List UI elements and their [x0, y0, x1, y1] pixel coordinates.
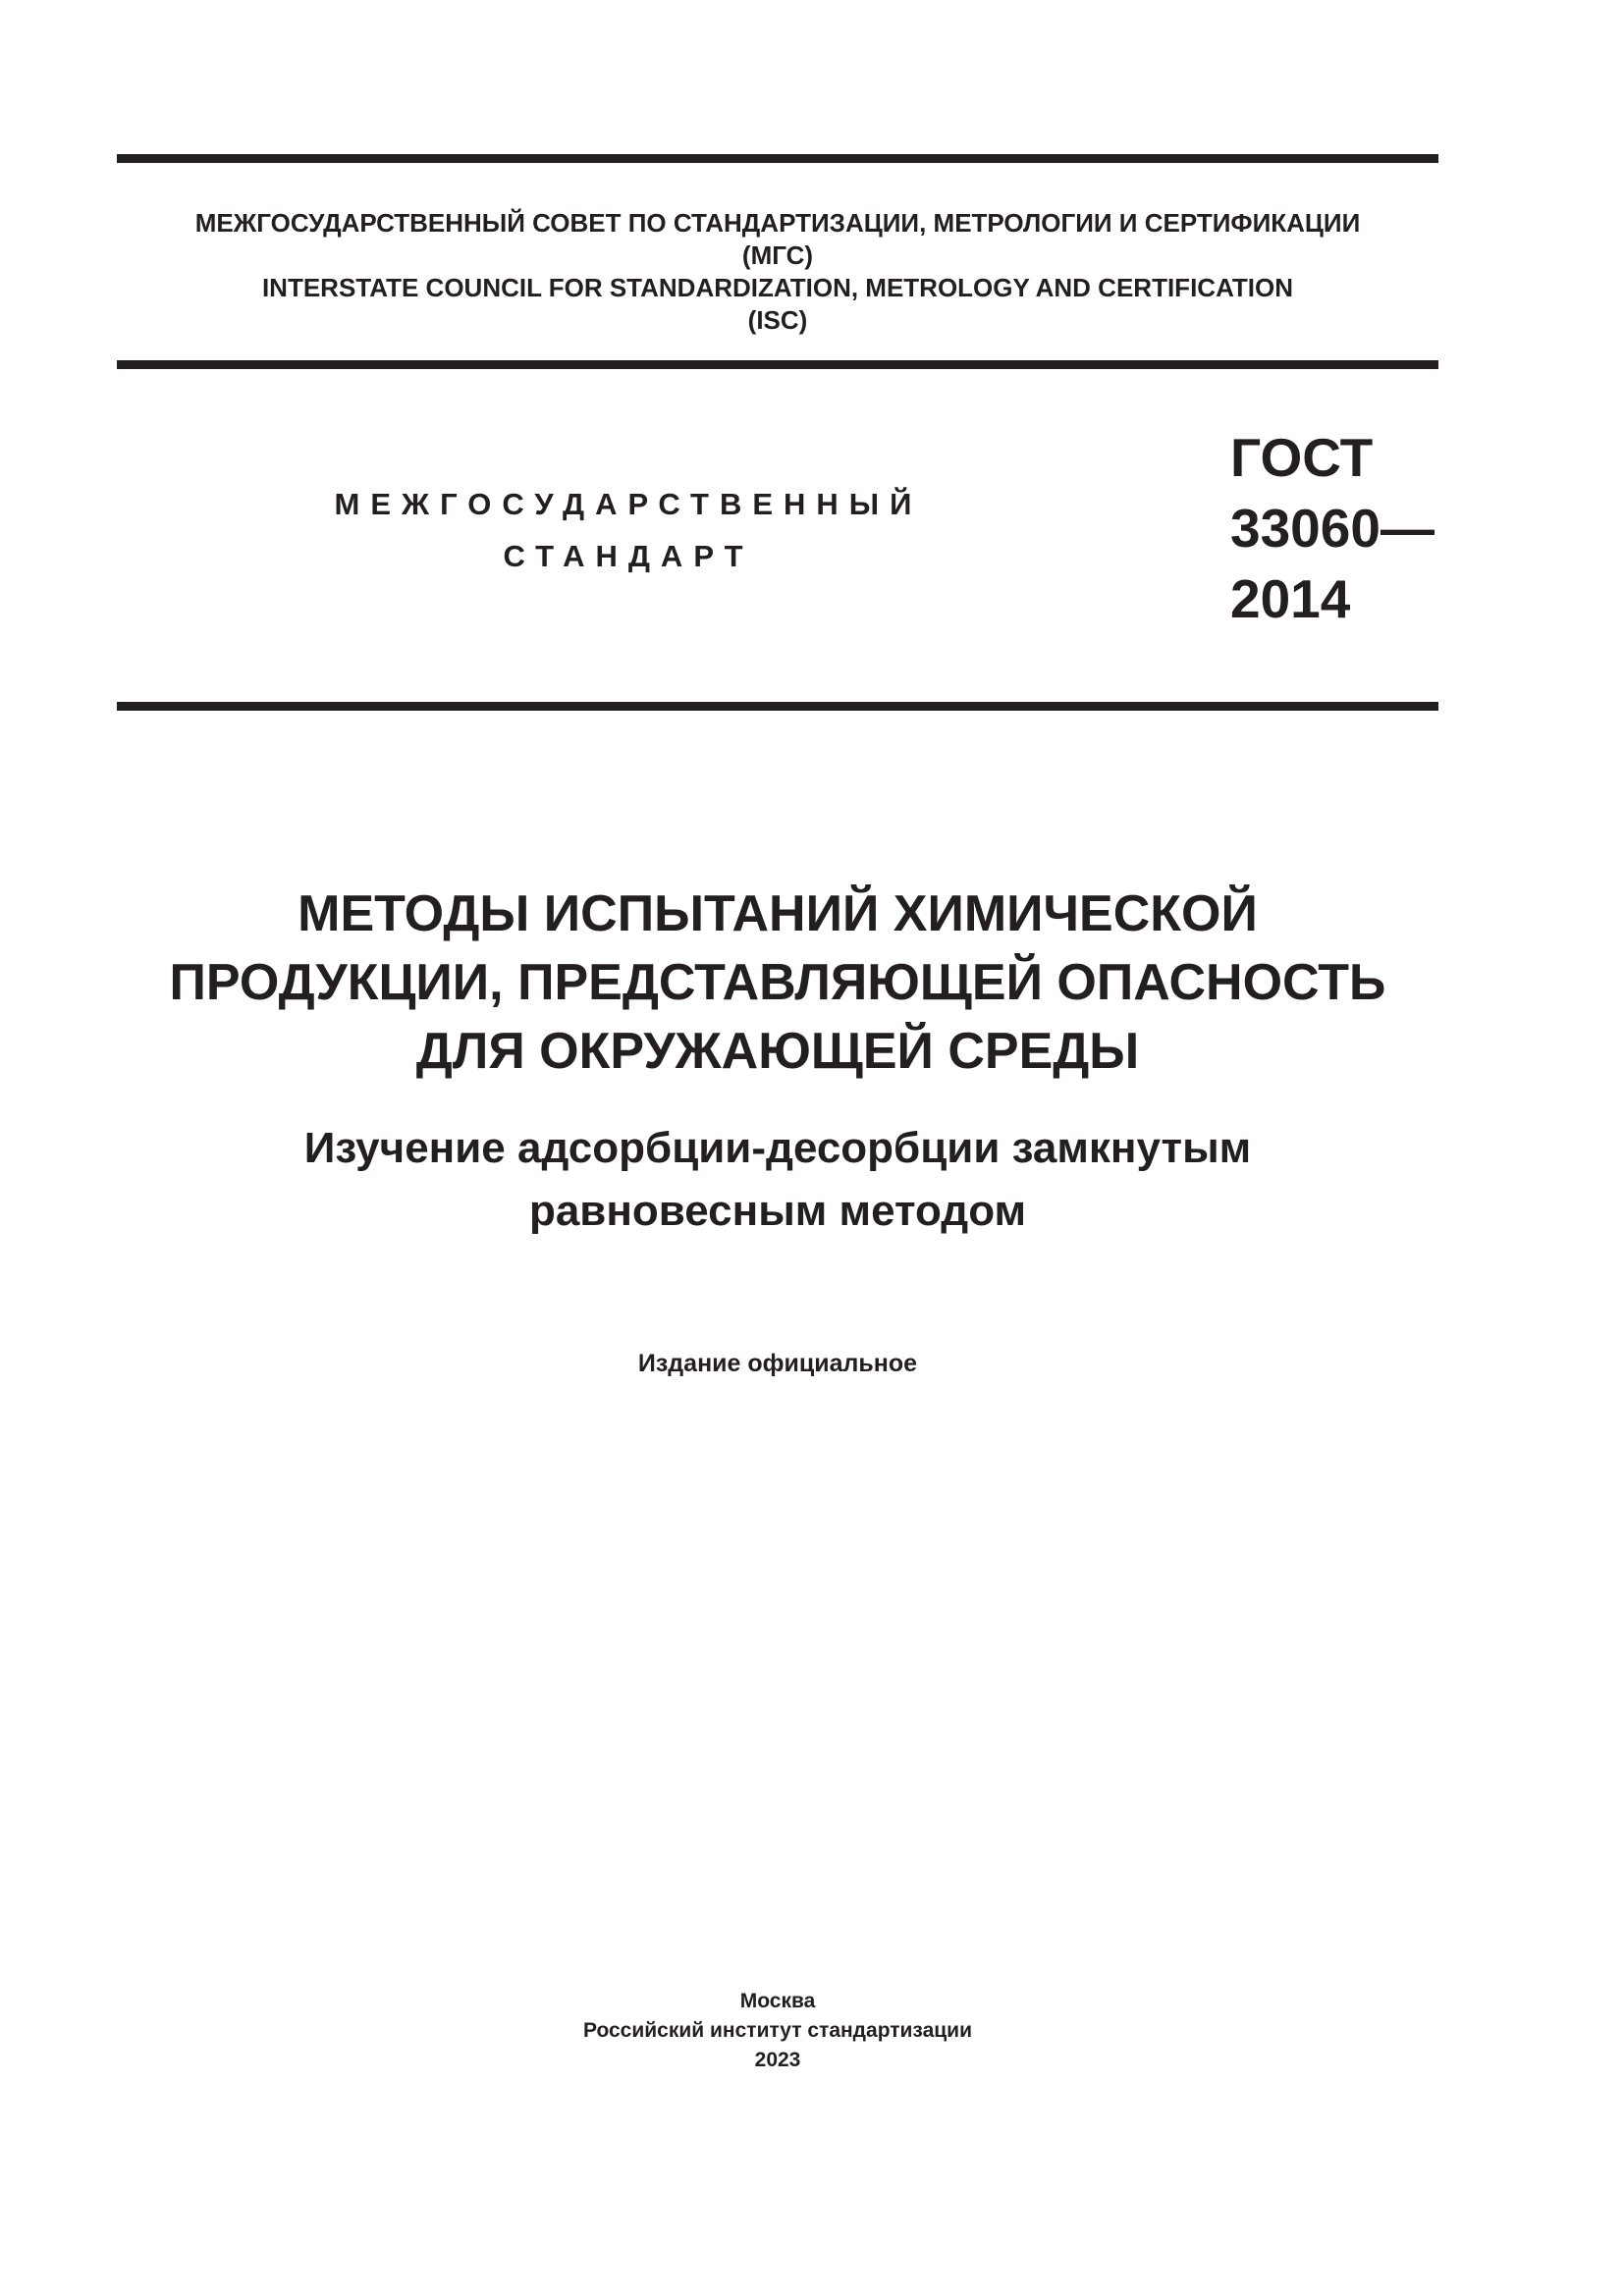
subtitle-line1: Изучение адсорбции-десорбции замкнутым — [303, 1124, 1252, 1172]
council-name-en: INTERSTATE COUNCIL FOR STANDARDIZATION, METROLOGY AND CERTIFICATION — [261, 273, 1294, 302]
council-abbr-ru: (МГС) — [741, 240, 814, 270]
standard-number: 33060— — [1230, 498, 1435, 559]
title-line2: ПРОДУКЦИИ, ПРЕДСТАВЛЯЮЩЕЙ ОПАСНОСТЬ — [169, 954, 1386, 1011]
designation-bottom-rule — [117, 702, 1438, 711]
standard-designation — [1230, 422, 1435, 634]
standard-year: 2014 — [1230, 568, 1351, 629]
council-name-ru: МЕЖГОСУДАРСТВЕННЫЙ СОВЕТ ПО СТАНДАРТИЗАЦИИ, МЕТРОЛОГИИ И СЕРТИФИКАЦИИ — [194, 208, 1361, 238]
council-bottom-rule — [117, 360, 1438, 369]
standard-type — [295, 478, 962, 582]
subtitle-line2: равновесным методом — [528, 1187, 1027, 1235]
edition-label: Издание официальное — [637, 1350, 918, 1377]
imprint-year: 2023 — [754, 2049, 801, 2071]
imprint-city: Москва — [739, 1990, 816, 2012]
standard-code: ГОСТ — [1230, 427, 1374, 488]
standard-type-line2: СТАНДАРТ — [503, 539, 754, 573]
document-title — [117, 880, 1438, 1086]
council-header — [117, 207, 1438, 337]
title-line3: ДЛЯ ОКРУЖАЮЩЕЙ СРЕДЫ — [415, 1023, 1140, 1080]
imprint-publisher: Российский институт стандартизации — [582, 2019, 973, 2042]
top-rule — [117, 154, 1438, 163]
document-subtitle — [117, 1117, 1438, 1243]
title-line1: МЕТОДЫ ИСПЫТАНИЙ ХИМИЧЕСКОЙ — [298, 885, 1258, 942]
council-abbr-en: (ISC) — [747, 305, 808, 335]
standard-type-line1: МЕЖГОСУДАРСТВЕННЫЙ — [334, 487, 923, 521]
imprint — [117, 1987, 1438, 2075]
